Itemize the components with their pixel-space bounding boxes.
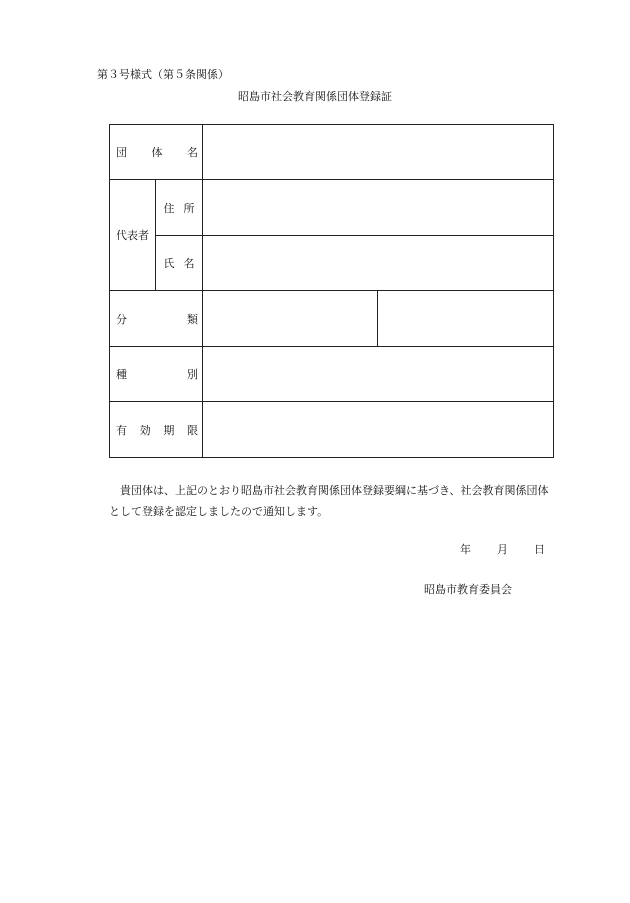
date-day: 日: [534, 543, 545, 556]
date-line: [460, 541, 545, 557]
form-number: 第３号様式（第５条関係）: [97, 68, 229, 81]
validity-label-char: 有: [116, 423, 127, 437]
address-field[interactable]: [203, 180, 554, 236]
address-label-char: 所: [183, 201, 195, 215]
representative-name-field[interactable]: [203, 236, 554, 291]
document-title: 昭島市社会教育関係団体登録証: [238, 90, 392, 103]
category-label-char: 類: [187, 312, 198, 326]
date-month: 月: [497, 543, 508, 556]
type-label-cell: [110, 347, 203, 402]
group-name-field[interactable]: [203, 125, 554, 180]
representative-label-cell: [110, 180, 156, 291]
category-label-cell: [110, 291, 203, 347]
representative-label: 代表者: [116, 229, 149, 242]
validity-label-char: 期: [163, 423, 175, 437]
category-label-char: 分: [116, 312, 127, 326]
validity-label-cell: [110, 402, 203, 458]
type-field[interactable]: [203, 347, 554, 402]
address-label-char: 住: [163, 201, 175, 215]
issuer-name: 昭島市教育委員会: [424, 583, 512, 596]
validity-field[interactable]: [203, 402, 554, 458]
group-name-label-char: 名: [187, 146, 198, 159]
validity-label-char: 限: [186, 423, 198, 437]
notice-text: 貴団体は、上記のとおり昭島市社会教育関係団体登録要綱に基づき、社会教育関係団体として登録を認定しましたので通知します。: [109, 484, 549, 518]
type-label-char: 種: [116, 368, 127, 381]
registration-table: [109, 124, 554, 458]
group-name-label-char: 体: [151, 146, 163, 159]
name-label-char: 名: [183, 257, 195, 270]
group-name-label-cell: [110, 125, 203, 180]
address-label-cell: [156, 180, 203, 236]
category-field-1[interactable]: [203, 291, 378, 347]
type-label-char: 別: [187, 368, 198, 381]
date-year: 年: [460, 543, 471, 556]
name-label-char: 氏: [163, 257, 175, 270]
validity-label-char: 効: [139, 423, 151, 437]
group-name-label-char: 団: [116, 146, 127, 159]
category-field-2[interactable]: [378, 291, 554, 347]
name-label-cell: [156, 236, 203, 291]
